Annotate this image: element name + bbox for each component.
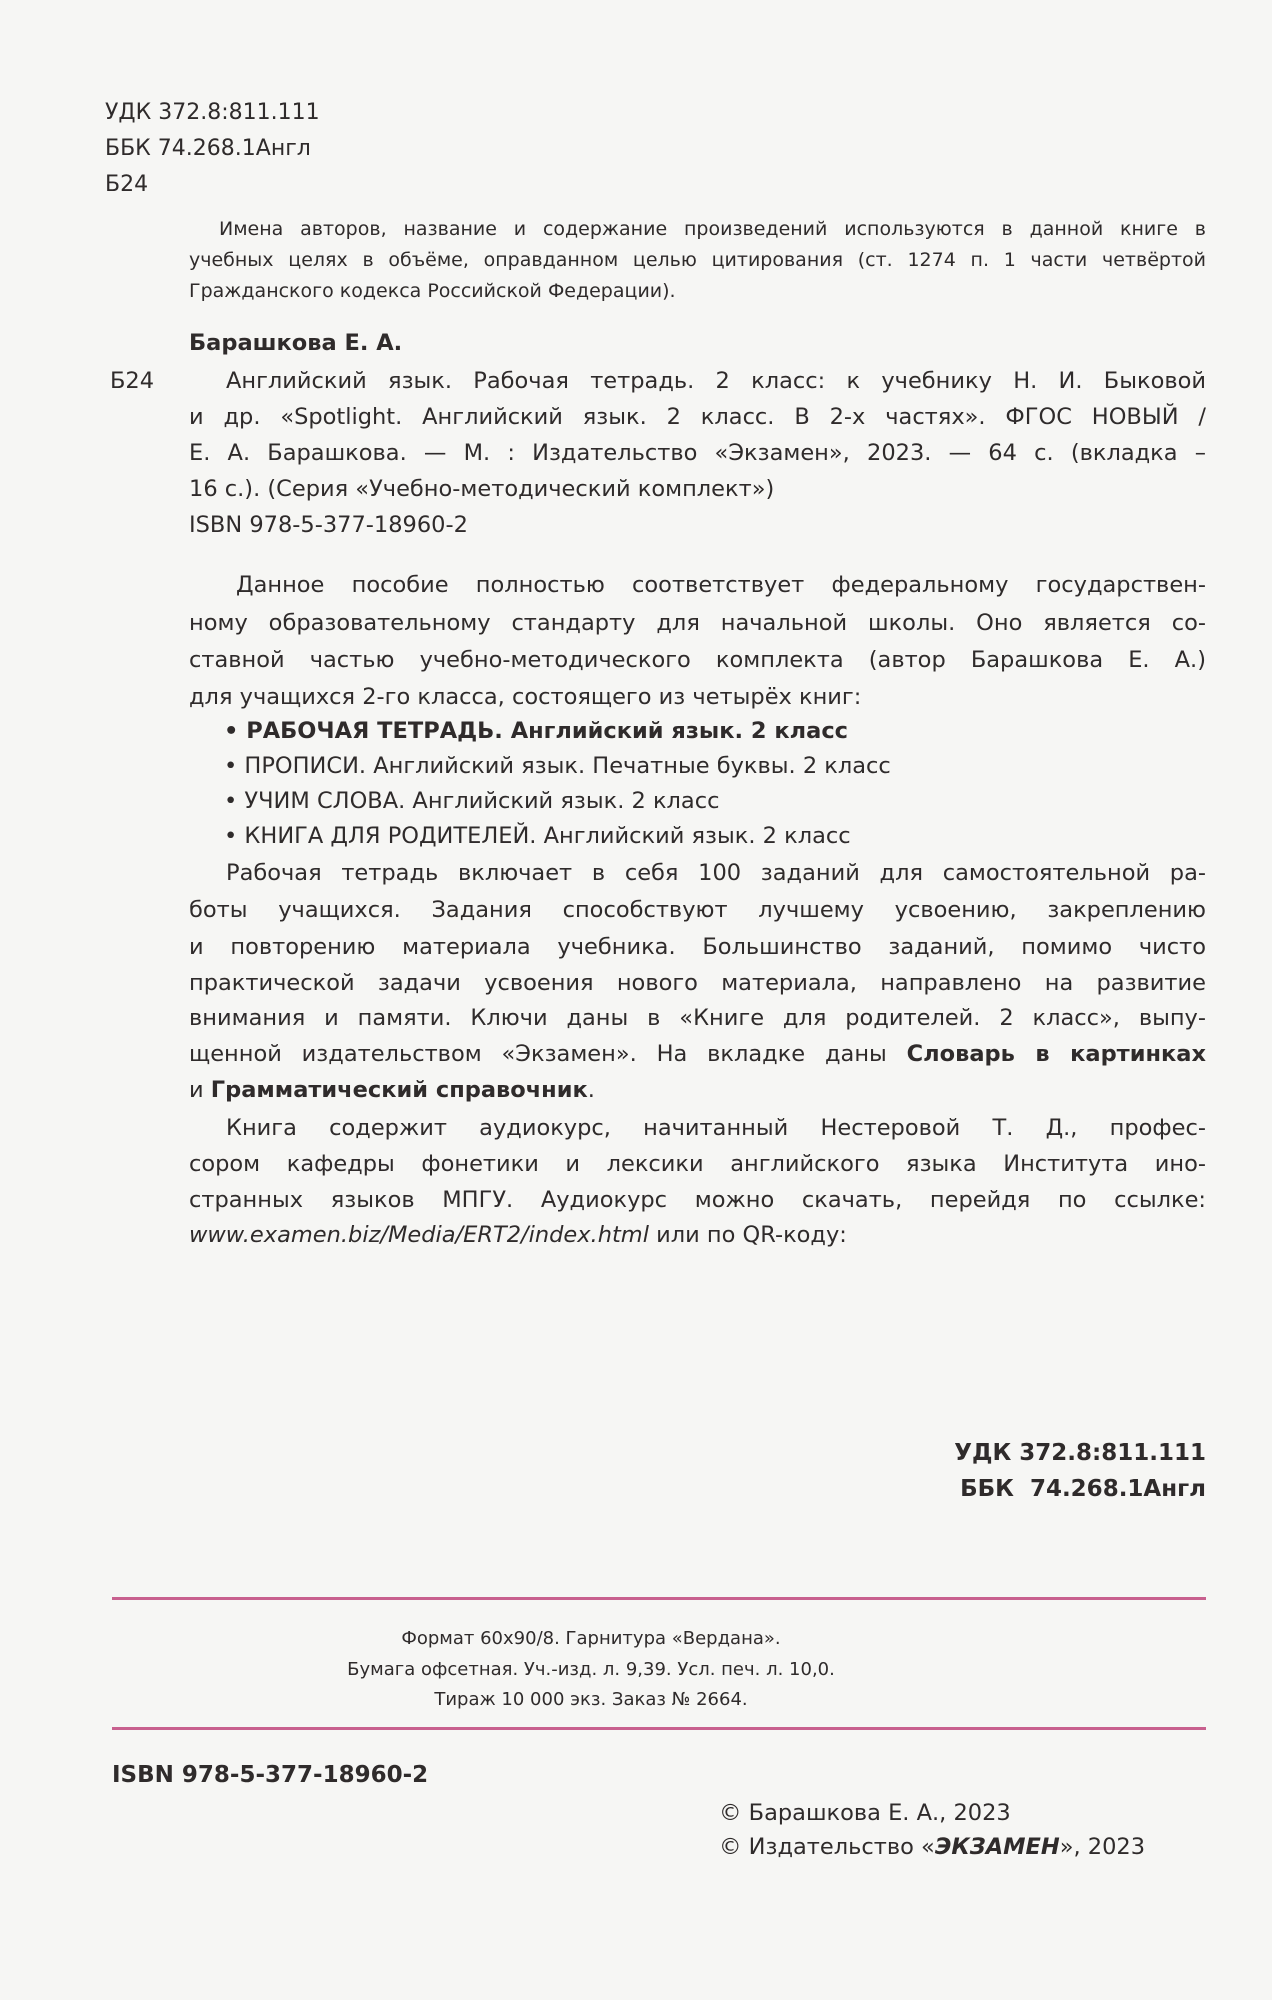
entry-line: 16 с.). (Серия «Учебно-методический комплект») — [189, 476, 775, 502]
udk-code: УДК 372.8:811.111 — [105, 100, 320, 125]
publisher-name: ЭКЗАМЕН — [934, 1834, 1060, 1860]
text: . — [587, 1077, 595, 1103]
notice-line: учебных целях в объёме, оправданном целью цитирования (ст. 1274 п. 1 части четвёртой — [189, 249, 1206, 271]
workbook-line: боты учащихся. Задания способствуют лучшему усвоению, закреплению — [189, 897, 1206, 923]
workbook-line — [189, 1041, 1206, 1067]
notice-line: Имена авторов, название и содержание произведений используются в данной книге в — [219, 218, 1206, 240]
bbk-code: ББК 74.268.1Англ — [105, 136, 311, 161]
audio-line: сором кафедры фонетики и лексики английского языка Института ино- — [189, 1151, 1206, 1177]
workbook-line — [189, 1077, 595, 1103]
divider-top — [112, 1597, 1206, 1600]
bbk-code-bottom: ББК 74.268.1Англ — [960, 1476, 1206, 1502]
copyright-author: © Барашкова Е. А., 2023 — [719, 1800, 1011, 1826]
imprint-line: Формат 60х90/8. Гарнитура «Вердана». — [401, 1628, 781, 1649]
abstract-line: Данное пособие полностью соответствует федеральному государствен- — [236, 572, 1206, 598]
entry-line: Английский язык. Рабочая тетрадь. 2 класс: к учебнику Н. И. Быковой — [226, 368, 1206, 394]
text: », 2023 — [1059, 1834, 1146, 1860]
book-item: • УЧИМ СЛОВА. Английский язык. 2 класс — [224, 788, 720, 814]
audio-line: Книга содержит аудиокурс, начитанный Нестеровой Т. Д., профес- — [226, 1115, 1206, 1141]
workbook-line: внимания и памяти. Ключи даны в «Книге для родителей. 2 класс», выпу- — [189, 1005, 1206, 1031]
book-item: • РАБОЧАЯ ТЕТРАДЬ. Английский язык. 2 класс — [224, 718, 849, 744]
book-item: • КНИГА ДЛЯ РОДИТЕЛЕЙ. Английский язык. 2 класс — [224, 823, 851, 849]
audio-link[interactable]: www.examen.biz/Media/ERT2/index.html — [189, 1222, 649, 1248]
imprint-line: Тираж 10 000 экз. Заказ № 2664. — [434, 1689, 748, 1710]
author-heading: Барашкова Е. А. — [189, 330, 403, 356]
picture-dictionary-title: Словарь в картинках — [906, 1041, 1206, 1067]
text: щенной издательством «Экзамен». На вкладке даны — [189, 1041, 907, 1067]
abstract-line: ставной частью учебно-методического комплекта (автор Барашкова Е. А.) — [189, 647, 1206, 673]
abstract-line: для учащихся 2-го класса, состоящего из четырёх книг: — [189, 684, 862, 710]
copyright-publisher — [719, 1834, 1145, 1860]
imprint-line: Бумага офсетная. Уч.-изд. л. 9,39. Усл. печ. л. 10,0. — [347, 1659, 835, 1680]
divider-bottom — [112, 1727, 1206, 1730]
isbn: ISBN 978-5-377-18960-2 — [112, 1762, 429, 1788]
notice-line: Гражданского кодекса Российской Федерации). — [189, 280, 676, 302]
author-mark: Б24 — [105, 172, 149, 197]
abstract-line: ному образовательному стандарту для начальной школы. Оно является со- — [189, 610, 1206, 636]
book-item: • ПРОПИСИ. Английский язык. Печатные буквы. 2 класс — [224, 753, 891, 779]
grammar-reference-title: Грамматический справочник — [210, 1077, 588, 1103]
audio-line: странных языков МПГУ. Аудиокурс можно скачать, перейдя по ссылке: — [189, 1187, 1206, 1213]
udk-code-bottom: УДК 372.8:811.111 — [954, 1440, 1206, 1466]
text: и — [189, 1077, 211, 1103]
workbook-line: практической задачи усвоения нового материала, направлено на развитие — [189, 970, 1206, 996]
entry-line: Е. А. Барашкова. — М. : Издательство «Экзамен», 2023. — 64 с. (вкладка – — [189, 440, 1206, 466]
workbook-line: Рабочая тетрадь включает в себя 100 заданий для самостоятельной ра- — [226, 860, 1206, 886]
entry-isbn: ISBN 978-5-377-18960-2 — [189, 512, 468, 538]
workbook-line: и повторению материала учебника. Большинство заданий, помимо чисто — [189, 934, 1206, 960]
text: или по QR-коду: — [648, 1222, 847, 1248]
index-code: Б24 — [110, 368, 155, 394]
audio-line — [189, 1222, 847, 1248]
entry-line: и др. «Spotlight. Английский язык. 2 класс. В 2-х частях». ФГОС НОВЫЙ / — [189, 404, 1206, 430]
text: © Издательство « — [719, 1834, 935, 1860]
